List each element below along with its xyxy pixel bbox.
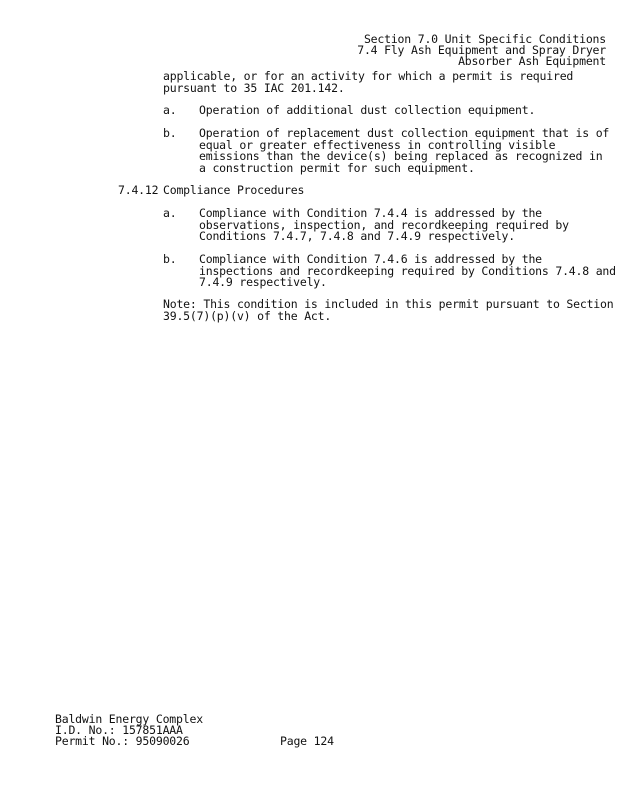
- item-a-text: [199, 105, 535, 117]
- footer-id-number: I.D. No.: 157851AAA: [55, 723, 183, 737]
- section-number: 7.4.12: [118, 183, 159, 197]
- header-subsection-title: 7.4 Fly Ash Equipment and Spray Dryer: [357, 43, 606, 57]
- footer-permit-number: Permit No.: 95090026: [55, 734, 190, 748]
- note-line-2: 39.5(7)(p)(v) of the Act.: [163, 308, 332, 323]
- cp-b-text: [199, 254, 616, 289]
- cp-a-marker: a.: [163, 206, 177, 220]
- intro-line-1: applicable, or for an activity for which a permit is required: [163, 69, 574, 83]
- item-a-marker: a.: [163, 103, 177, 117]
- footer-facility: Baldwin Energy Complex: [55, 712, 203, 726]
- page-header: [357, 34, 606, 67]
- item-b-marker: b.: [163, 126, 177, 140]
- section-title: Compliance Procedures: [163, 183, 305, 197]
- item-b-line-2: equal or greater effectiveness in controlling visible: [199, 137, 556, 152]
- intro-line-2: pursuant to 35 IAC 201.142.: [163, 80, 345, 95]
- item-a-line-1: Operation of additional dust collection equipment.: [199, 103, 536, 117]
- header-section-title: Section 7.0 Unit Specific Conditions: [363, 32, 606, 46]
- page-number: Page 124: [280, 734, 334, 748]
- cp-b-line-3: 7.4.9 respectively.: [199, 275, 327, 289]
- cp-b-marker: b.: [163, 252, 177, 266]
- cp-a-line-2: observations, inspection, and recordkeeping required by: [199, 217, 569, 232]
- header-subsection-title-cont: Absorber Ash Equipment: [458, 54, 606, 68]
- cp-a-text: [199, 208, 569, 243]
- item-b-line-4: a construction permit for such equipment.: [199, 160, 475, 175]
- note-line-1: Note: This condition is included in this permit pursuant to Section: [163, 297, 614, 311]
- note-paragraph: [163, 299, 613, 322]
- item-b-line-3: emissions than the device(s) being replaced as recognized in: [199, 149, 603, 163]
- cp-a-line-1: Compliance with Condition 7.4.4 is addressed by the: [199, 206, 542, 220]
- cp-b-line-2: inspections and recordkeeping required by Conditions 7.4.8 and: [199, 263, 616, 278]
- item-b-text: [199, 128, 609, 174]
- cp-a-line-3: Conditions 7.4.7, 7.4.8 and 7.4.9 respectively.: [199, 229, 516, 243]
- page-footer: [55, 714, 203, 747]
- intro-paragraph: [163, 71, 573, 94]
- item-b-line-1: Operation of replacement dust collection equipment that is of: [199, 126, 610, 140]
- cp-b-line-1: Compliance with Condition 7.4.6 is addressed by the: [199, 252, 542, 266]
